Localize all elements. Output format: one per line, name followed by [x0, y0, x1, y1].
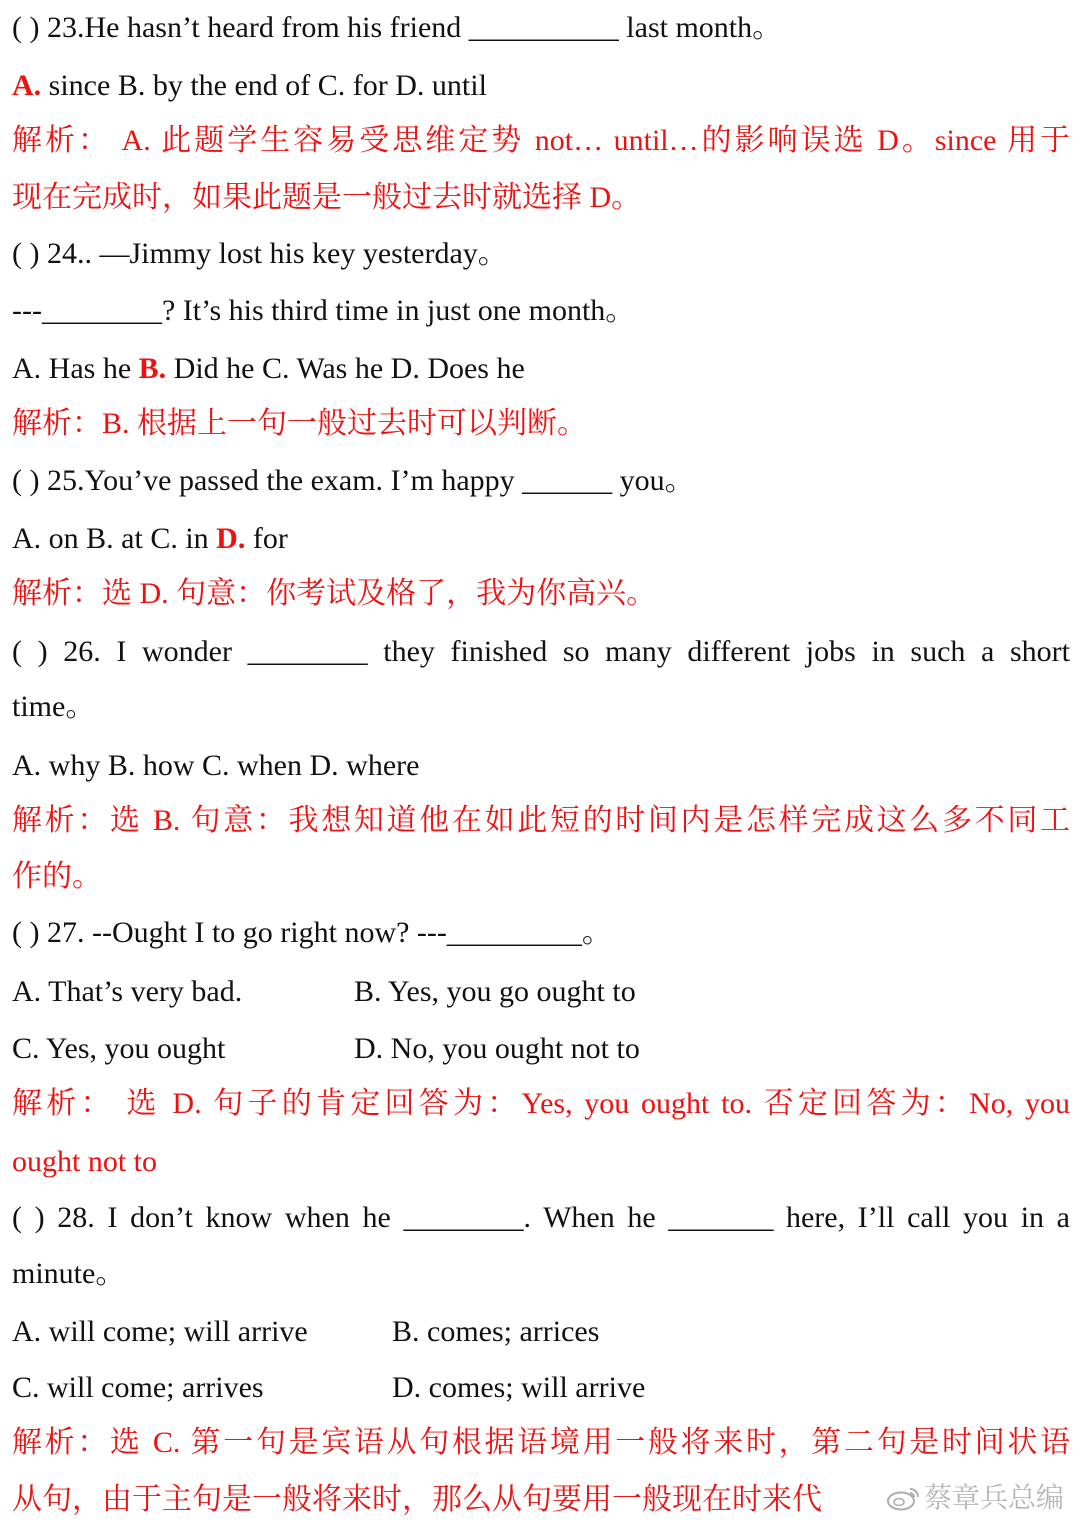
q26-analysis-1: 解析：选 B. 句意：我想知道他在如此短的时间内是怎样完成这么多不同工 — [12, 804, 1070, 837]
q23-analysis-2: 现在完成时，如果此题是一般过去时就选择 D。 — [12, 181, 642, 214]
q28-option-b: B. comes; arrices — [392, 1315, 600, 1348]
q24-stem-reply: ---________? It’s his third time in just one month。 — [12, 294, 636, 327]
q28-option-a: A. will come; will arrive — [12, 1315, 308, 1348]
q27-option-b: B. Yes, you go ought to — [354, 975, 636, 1008]
weibo-logo-icon — [886, 1485, 920, 1511]
q23-options — [12, 66, 1070, 106]
q24-options — [12, 349, 1070, 389]
q24-answer-mark: B. — [138, 352, 167, 385]
q24-analysis: 解析：B. 根据上一句一般过去时可以判断。 — [12, 407, 588, 440]
q25-options-pre: A. on B. at C. in — [12, 522, 217, 555]
q25-options — [12, 519, 1070, 559]
q25-options-post: for — [245, 522, 288, 555]
q23-options-text: since B. by the end of C. for D. until — [48, 69, 487, 102]
q23-answer-mark: A. — [12, 69, 49, 102]
q28-analysis-2: 从句，由于主句是一般将来时，那么从句要用一般现在时来代 — [12, 1483, 822, 1516]
q25-analysis: 解析：选 D. 句意：你考试及格了，我为你高兴。 — [12, 577, 657, 610]
q25-stem: ( ) 25.You’ve passed the exam. I’m happy ______ you。 — [12, 464, 695, 497]
q26-stem: ( ) 26. I wonder ________ they finished so many different jobs in such a short — [12, 635, 1070, 668]
q24-option-a: A. Has he — [12, 352, 139, 385]
q27-option-d: D. No, you ought not to — [354, 1032, 640, 1065]
q24-options-rest: Did he C. Was he D. Does he — [166, 352, 525, 385]
q28-stem-cont: minute。 — [12, 1257, 126, 1290]
watermark-text: 蔡章兵总编 — [924, 1481, 1065, 1514]
q23-stem: ( ) 23.He hasn’t heard from his friend __________ last month。 — [12, 11, 783, 44]
q27-analysis-2: ought not to — [12, 1145, 158, 1178]
weibo-watermark — [886, 1478, 1064, 1518]
q26-stem-cont: time。 — [12, 690, 96, 723]
q28-analysis-1: 解析：选 C. 第一句是宾语从句根据语境用一般将来时，第二句是时间状语 — [12, 1426, 1070, 1459]
q24-stem: ( ) 24.. —Jimmy lost his key yesterday。 — [12, 237, 508, 270]
q26-options: A. why B. how C. when D. where — [12, 749, 420, 782]
q27-option-c: C. Yes, you ought — [12, 1032, 226, 1065]
q27-stem: ( ) 27. --Ought I to go right now? ---_________。 — [12, 916, 612, 949]
q25-answer-mark: D. — [216, 522, 246, 555]
q23-analysis-1: 解析： A. 此题学生容易受思维定势 not… until…的影响误选 D。since 用于 — [12, 124, 1070, 157]
q28-stem: ( ) 28. I don’t know when he ________. When he _______ here, I’ll call you in a — [12, 1201, 1070, 1234]
q27-option-a: A. That’s very bad. — [12, 975, 243, 1008]
q28-option-c: C. will come; arrives — [12, 1371, 264, 1404]
q27-analysis-1: 解析： 选 D. 句子的肯定回答为：Yes, you ought to. 否定回答为：No, you — [12, 1087, 1070, 1120]
q26-analysis-2: 作的。 — [12, 860, 102, 893]
q28-option-d: D. comes; will arrive — [392, 1371, 646, 1404]
